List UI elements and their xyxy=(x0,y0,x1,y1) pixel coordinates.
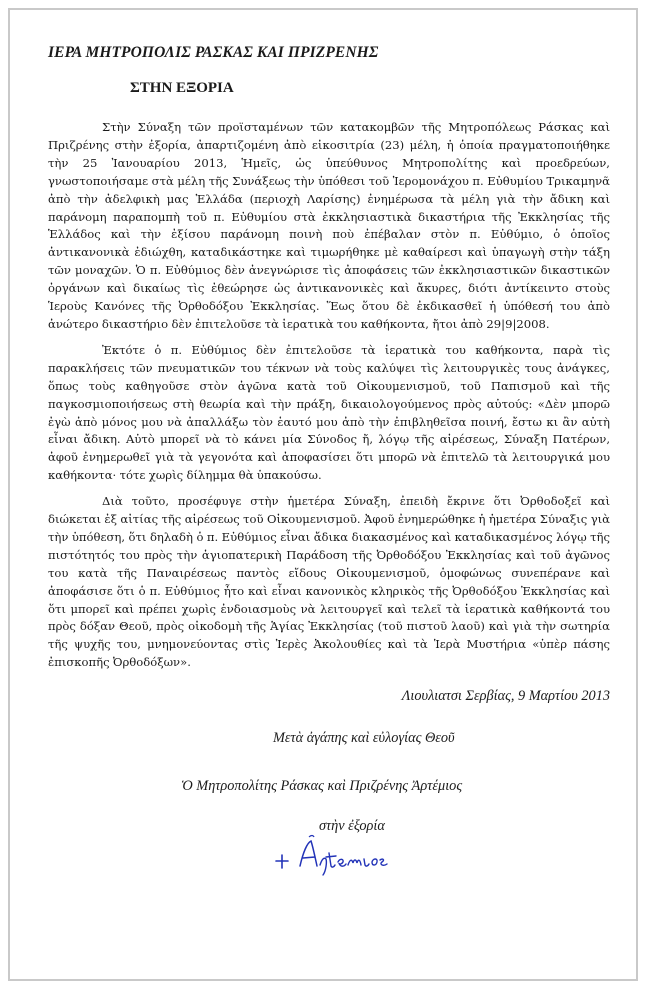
exile-note: στὴν ἐξορία xyxy=(319,818,385,835)
letter-subtitle: ΣΤΗΝ ΕΞΟΡΙΑ xyxy=(130,80,234,96)
paragraph-2: Ἐκτότε ὁ π. Εὐθύμιος δὲν ἐπιτελοῦσε τὰ ἱερατικὰ του καθήκοντα, παρὰ τὶς παρακλήσεις τῶν πνευματικῶν του τέκνων νὰ τοὺς καλύψει τὶς λειτουργικὲς τους ἀνάγκες, ὅπως τοὺς καθηγοῦσε στὸν ἀγῶνα κατὰ τοῦ Οἰκουμενισμοῦ, τοῦ Παπισμοῦ καὶ τῆς παγκοσμιοποιήσεως στὴ θεωρία καὶ τὴν πράξη, δικαιολογούμενος πρὸς αὐτούς: «Δὲν μπορῶ ἐγὼ ἀπὸ μόνος μου νὰ ἀπαλλάξω τὸν ἑαυτό μου ἀπὸ τὴν ἐπιβληθεῖσα ποινή, ἔστω κι ἂν αὐτὴ εἶναι ἄδικη. Αὐτὸ μπορεῖ νὰ τὸ κάνει μία Σύνοδος ἤ, λόγῳ τῆς αἱρέσεως, Σύναξη Πατέρων, ἀφοῦ ἐνημερωθεῖ γιὰ τὰ γεγονότα καὶ ἀποφασίσει ὅτι μπορῶ νὰ ἐπιτελῶ τὰ λειτουργικά μου καθήκοντα· τότε χωρὶς δίλημμα θὰ ὑπακούσω. xyxy=(48,342,610,483)
closing-block xyxy=(48,688,610,878)
author-line: Ὁ Μητροπολίτης Ράσκας καὶ Πριζρένης Ἀρτέμιος xyxy=(181,778,463,795)
document-frame xyxy=(8,8,638,981)
paragraph-3: Διὰ τοῦτο, προσέφυγε στὴν ἡμετέρα Σύναξη, ἐπειδὴ ἔκρινε ὅτι Ὀρθοδοξεῖ καὶ διώκεται ἐξ αἰτίας τῆς αἱρέσεως τοῦ Οἰκουμενισμοῦ. Ἀφοῦ ἐνημερώθηκε ἡ ἡμετέρα Σύναξις γιὰ τὴν ὑπόθεση, ὅτι δηλαδὴ ὁ π. Εὐθύμιος εἶναι ἄδικα διακασμένος καὶ καταδικασμένος λόγῳ τῆς πιστότητός του πρὸς τὴν ἁγιοπατερικὴ Παράδοση τῆς Ὀρθοδόξου Ἐκκλησίας καὶ τοῦ ἀγῶνος του κατὰ τῆς Παναιρέσεως παντὸς εἴδους Οἰκουμενισμοῦ, ὁμοφώνως συνεπέρανε καὶ ἀποφάσισε ὅτι ὁ π. Εὐθύμιος ἦτο καὶ εἶναι κανονικὸς κληρικὸς τῆς Ὀρθοδόξου Ἐκκλησίας καὶ ὅτι μπορεῖ καὶ πρέπει χωρὶς ἐνδοιασμοὺς νὰ λειτουργεῖ καὶ τελεῖ τὰ ἱερατικὰ καθήκοντά του πρὸς δόξαν Θεοῦ, πρὸς οἰκοδομὴ τῆς Ἁγίας Ἐκκλησίας (τοῦ πιστοῦ λαοῦ) καὶ γιὰ τὴν σωτηρία τῆς ψυχῆς του, μνημονεύοντας στὶς Ἱερὲς Ἀκολουθίες καὶ τὰ Ἱερὰ Μυστήρια «ὑπὲρ πάσης ἐπισκοπῆς Ὀρθοδόξων». xyxy=(48,494,610,670)
greeting: Μετὰ ἀγάπης καὶ εὐλογίας Θεοῦ xyxy=(273,730,455,747)
paragraph-1: Στὴν Σύναξη τῶν προϊσταμένων τῶν κατακομβῶν τῆς Μητροπόλεως Ράσκας καὶ Πριζρένης στὴν ἐξορία, ἀπαρτιζομένη ἀπὸ εἰκοσιτρία (23) μέλη, ἡ ὁποία πραγματοποιήθηκε τὴν 25 Ἰανουαρίου 2013, Ἡμεῖς, ὡς ὑπεύθυνος Μητροπολίτης καὶ προεδρεύων, γνωστοποιήσαμε στὰ μέλη τῆς Συνάξεως τὴν ὑπόθεσι τοῦ Ἱερομονάχου π. Εὐθυμίου Τρικαμηνᾶ ἀπὸ τὴν ἀδελφικὴ μας Ἑλλάδα (περιοχὴ Λαρίσης) ἐνημέρωσα τὰ μέλη γιὰ τὴν ἄδικη καὶ παράνομη παραπομπὴ τοῦ π. Εὐθυμίου στὰ ἐκκλησιαστικὰ δικαστήρια τῆς Ἐκκλησίας τῆς Ἑλλάδος καὶ τὴν ἐξίσου παράνομη ποινὴ ποὺ ἐπέβαλαν στὸν π. Εὐθύμιο, ὁ ὁποῖος ἀντικανονικὰ ἐδιώχθη, καταδικάστηκε καὶ τιμωρήθηκε μὲ καθαίρεσι καὶ ὑπαγωγὴ στὴν τάξη τῶν μοναχῶν. Ὁ π. Εὐθύμιος δὲν ἀνεγνώρισε τὶς ἀποφάσεις τῶν ἐκκλησιαστικῶν δικαστικῶν ὀργάνων καὶ δικαίως τὶς ἐθεώρησε ὡς ἀντικανονικὲς καὶ ἄκυρες, διότι ἀντίκειντο στοὺς Ἱεροὺς Κανόνες τῆς Ὀρθοδόξου Ἐκκλησίας. Ἕως ὅτου δὲ ἐκδικασθεῖ ἡ ὑπόθεσή του ἀπὸ ἀνώτερο δικαστήριο δὲν ἐπιτελοῦσε τὰ ἱερατικὰ του καθήκοντα, ἤτοι ἀπὸ 29|9|2008. xyxy=(48,120,610,331)
organization-title: ΙΕΡΑ ΜΗΤΡΟΠΟΛΙΣ ΡΑΣΚΑΣ ΚΑΙ ΠΡΙΖΡΕΝΗΣ xyxy=(48,44,379,61)
place-date: Λιουλιατσι Σερβίας, 9 Μαρτίου 2013 xyxy=(401,688,610,705)
handwritten-signature xyxy=(270,831,390,877)
letter-body xyxy=(48,44,610,878)
